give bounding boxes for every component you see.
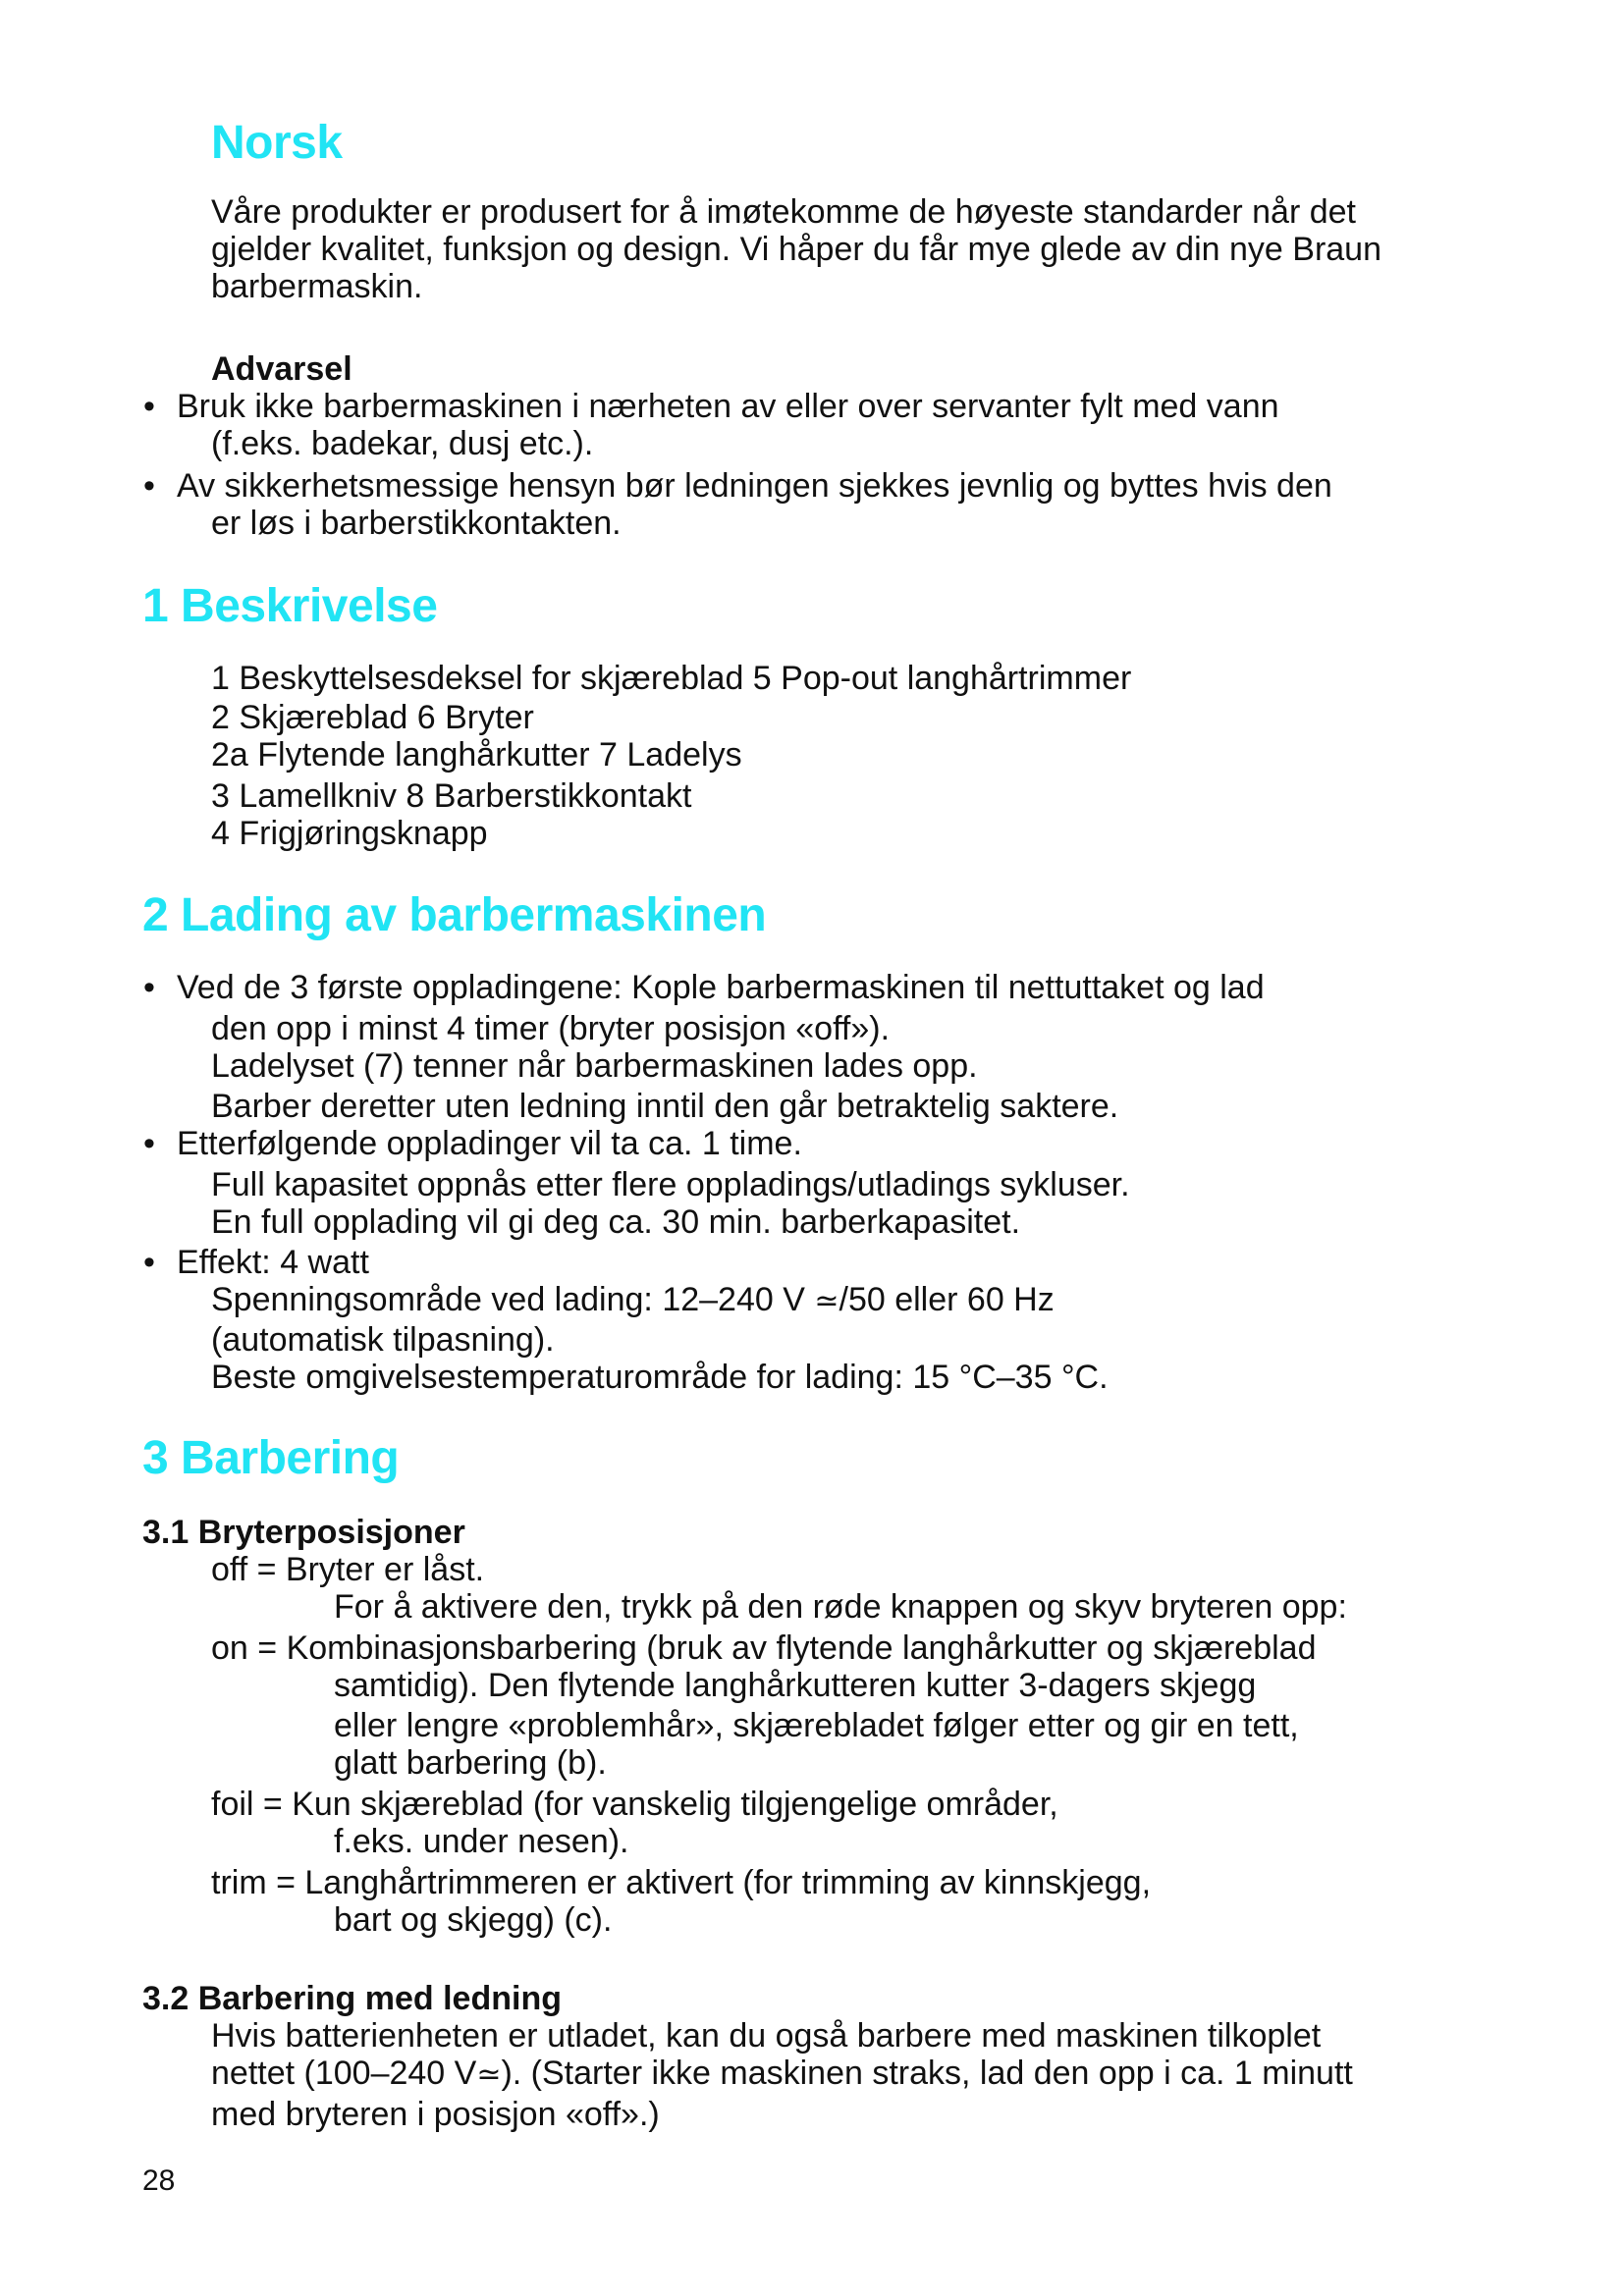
ac-dc-symbol-icon: ≃ [814, 1285, 839, 1317]
section-1-heading: 1 Beskrivelse [142, 580, 438, 632]
temperature-range-text: Beste omgivelsestemperaturområde for lading: 15 °C–35 °C. [211, 1359, 1109, 1396]
bullet-icon: • [143, 388, 155, 425]
charging-bullet-2-text: Etterfølgende oppladinger vil ta ca. 1 time. [177, 1125, 802, 1162]
warning-bullet-1-cont: (f.eks. badekar, dusj etc.). [211, 425, 594, 462]
voltage-range-text: Spenningsområde ved lading: 12–240 V [211, 1281, 805, 1318]
warning-bullet-1-text: Bruk ikke barbermaskinen i nærheten av eller over servanter fylt med vann [177, 388, 1279, 425]
bullet-icon: • [143, 1125, 155, 1162]
voltage-range-line [211, 1281, 1055, 1320]
warning-bullet-2-cont: er løs i barberstikkontakten. [211, 505, 622, 542]
charging-b2-line-2: Full kapasitet oppnås etter flere opplading​s/utladings sykluser. [211, 1166, 1130, 1203]
charging-bullet-1-text: Ved de 3 første oppladingene: Kople barbermaskinen til nettuttaket og lad [177, 969, 1265, 1006]
bullet-icon: • [143, 467, 155, 505]
corded-voltage-text: nettet (100–240 V [211, 2055, 477, 2092]
switch-on-line: on = Kombinasjonsbarbering (bruk av flytende langhårkutter og skjæreblad [211, 1629, 1317, 1667]
warning-bullet-1 [143, 388, 1279, 425]
auto-adjust-text: (automatisk tilpasning). [211, 1321, 555, 1359]
warning-heading: Advarsel [211, 350, 352, 388]
corded-shaving-line-2-rest: ). (Starter ikke maskinen straks, lad den opp i ca. 1 minutt [501, 2055, 1353, 2092]
bullet-icon: • [143, 1244, 155, 1281]
power-rating: Effekt: 4 watt [177, 1244, 369, 1281]
charging-bullet-1 [143, 969, 1265, 1006]
charging-b1-line-3: Ladelyset (7) tenner når barbermaskinen lades opp. [211, 1047, 978, 1085]
charging-b1-line-4: Barber deretter uten ledning inntil den går betraktelig saktere. [211, 1088, 1119, 1125]
subsection-3-1-heading: 3.1 Bryterposisjoner [142, 1514, 465, 1551]
description-line-3: 2a Flytende langhårkutter 7 Ladelys [211, 736, 742, 774]
switch-on-line-3: eller lengre «problemhår», skjærebladet følger etter og gir en tett, [334, 1707, 1299, 1744]
switch-trim-line: trim = Langhårtrimmeren er aktivert (for trimming av kinnskjegg, [211, 1864, 1152, 1901]
charging-b2-line-3: En full opplading vil gi deg ca. 30 min. barberkapasitet. [211, 1203, 1021, 1241]
switch-on-line-4: glatt barbering (b). [334, 1744, 607, 1782]
ac-dc-symbol-icon: ≃ [476, 2058, 502, 2091]
section-3-heading: 3 Barbering [142, 1432, 400, 1484]
page-title: Norsk [211, 117, 343, 169]
description-line-5: 4 Frigjøringsknapp [211, 815, 488, 852]
frequency-text: /50 eller 60 Hz [839, 1281, 1055, 1318]
bullet-icon: • [143, 969, 155, 1006]
corded-shaving-line-3: med bryteren i posisjon «off».) [211, 2096, 660, 2133]
charging-bullet-3 [143, 1244, 369, 1281]
description-line-2: 2 Skjæreblad 6 Bryter [211, 699, 534, 736]
corded-shaving-line-2 [211, 2055, 1353, 2094]
switch-on-line-2: samtidig). Den flytende langhårkutteren kutter 3-dagers skjegg [334, 1667, 1257, 1704]
corded-shaving-line-1: Hvis batterienheten er utladet, kan du også barbere med maskinen tilkoplet [211, 2017, 1322, 2055]
intro-line-2: gjelder kvalitet, funksjon og design. Vi håper du får mye glede av din nye Braun [211, 231, 1381, 268]
warning-bullet-2-text: Av sikkerhetsmessige hensyn bør ledningen sjekkes jevnlig og byttes hvis den [177, 467, 1332, 505]
switch-foil-line: foil = Kun skjæreblad (for vanskelig tilgjengelige områder, [211, 1786, 1058, 1823]
switch-activate-line: For å aktivere den, trykk på den røde knappen og skyv bryteren opp: [334, 1588, 1347, 1626]
section-2-heading: 2 Lading av barbermaskinen [142, 889, 767, 941]
intro-line-3: barbermaskin. [211, 268, 423, 305]
page-number: 28 [142, 2164, 176, 2197]
switch-foil-line-2: f.eks. under nesen). [334, 1823, 629, 1860]
intro-line-1: Våre produkter er produsert for å imøtekomme de høyeste standarder når det [211, 193, 1356, 231]
warning-bullet-2 [143, 467, 1332, 505]
switch-off-line: off = Bryter er låst. [211, 1551, 485, 1588]
switch-trim-line-2: bart og skjegg) (c). [334, 1901, 613, 1939]
subsection-3-2-heading: 3.2 Barbering med ledning [142, 1980, 562, 2017]
description-line-1: 1 Beskyttelsesdeksel for skjæreblad 5 Pop-out langhårtrimmer [211, 660, 1132, 697]
charging-b1-line-2: den opp i minst 4 timer (bryter posisjon «off»). [211, 1010, 891, 1047]
charging-bullet-2 [143, 1125, 802, 1162]
description-line-4: 3 Lamellkniv 8 Barberstikkontakt [211, 777, 692, 815]
